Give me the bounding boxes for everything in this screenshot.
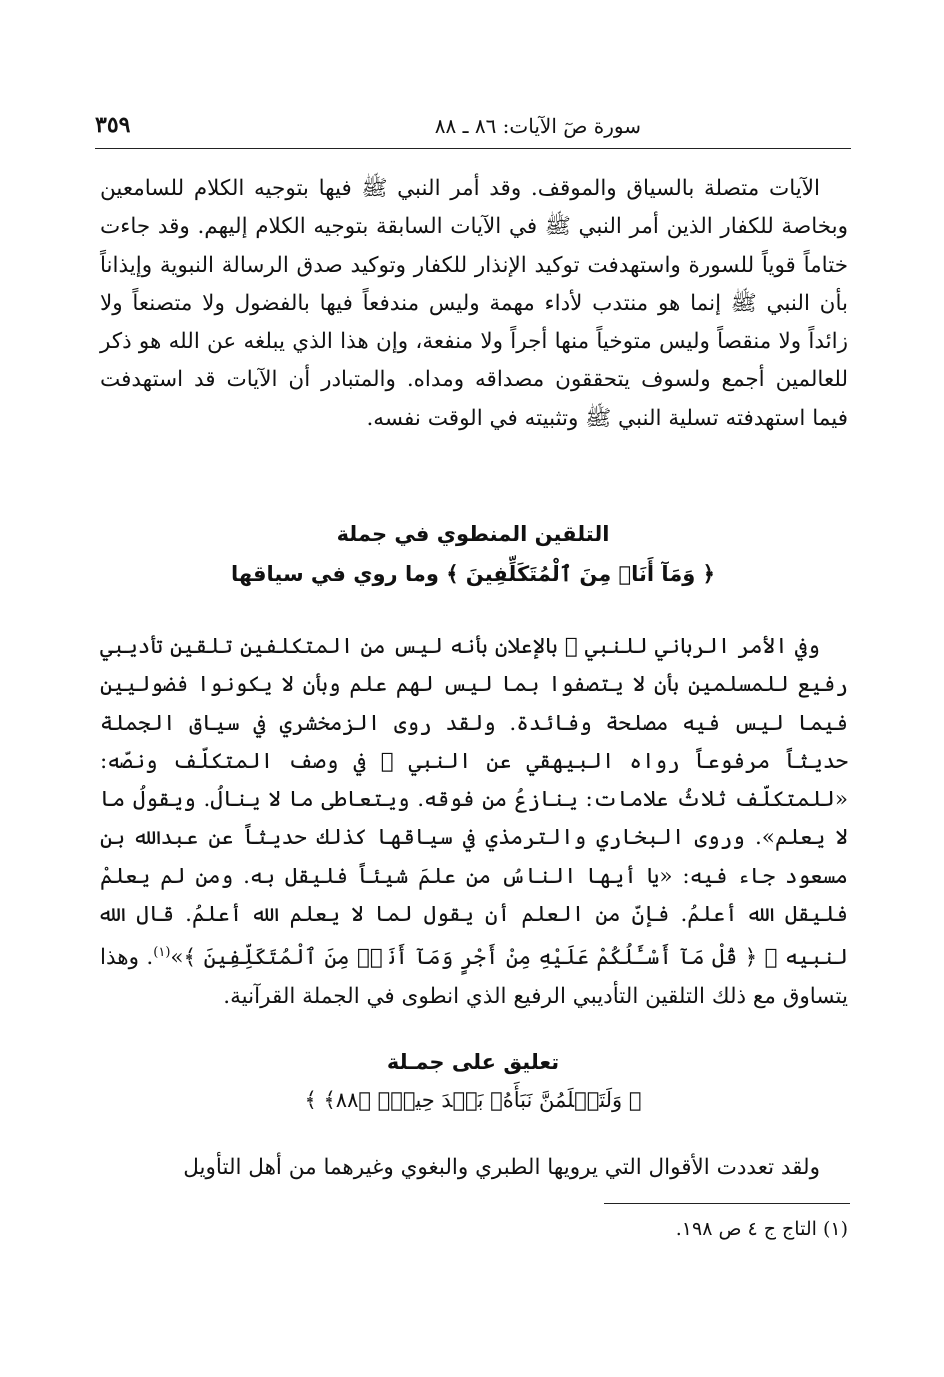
section-heading-2-line-1: تعليق على جمـلة [386, 1050, 560, 1074]
footnote: (١) التاج ج ٤ ص ١٩٨. [675, 1218, 848, 1240]
page-number: ٣٥٩ [95, 112, 131, 138]
paragraph-2-tail: . وهذا يتساوق مع ذلك التلقين التأديبي الرفيع الذي انطوى في الجملة القرآنية. [100, 945, 848, 1009]
paragraph-3: ولقد تعددت الأقوال التي يرويها الطبري والبغوي وغيرهما من أهل التأويل [183, 1155, 820, 1180]
page-header [95, 112, 851, 148]
paragraph-2 [100, 628, 848, 1016]
header-divider [95, 148, 851, 149]
section-heading-1-line-1: التلقين المنطوي في جملة [336, 522, 610, 546]
paragraph-1: الآيات متصلة بالسياق والموقف. وقد أمر النبي ﷺ فيها بتوجيه الكلام للسامعين وبخاصة للكفار الذين أمر النبي ﷺ في الآيات السابقة بتوجيه الكلام إليهم. وقد جاءت ختاماً قوياً للسورة واستهدفت توكيد الإنذار للكفار وتوكيد صدق الرسالة النبوية وإيذاناً بأن النبي ﷺ إنما هو منتدب لأداء مهمة وليس مندفعاً فيها بالفضول ولا متصنعاً ولا زائداً ولا منقصاً وليس متوخياً منها أجراً ولا منفعة، وإن هذا الذي يبلغه عن الله هو ذكر للعالمين أجمع ولسوف يتحققون مصداقه ومداه. والمتبادر أن الآيات قد استهدفت فيما استهدفته تسلية النبي ﷺ وتثبيته في الوقت نفسه. [100, 176, 848, 431]
section-heading-2-line-2: ﴿ وَلَتَعۡلَمُنَّ نَبَأَهُۥ بَعۡدَ حِينِۢ ﴿٨٨﴾ ﴾ [304, 1088, 642, 1112]
running-title: سورة صٓ الآيات: ٨٦ ـ ٨٨ [434, 114, 641, 138]
footnote-reference: (١) [153, 945, 171, 961]
section-heading-1-line-2: ﴿ وَمَآ أَنَا۠ مِنَ ٱلْمُتَكَلِّفِينَ ﴾ وما روي في سياقها [231, 562, 715, 586]
footnote-divider [604, 1203, 850, 1204]
paragraph-2-main: وفي الأمر الرباني للنبي ﷺ بالإعلان بأنه ليس من المتكلفين تلقين تأديبي رفيع للمسلمين بأن لا يتصفوا بما ليس لهم علم وبأن لا يكونوا فضوليين فيما ليس فيه مصلحة وفائدة. ولقد روى الزمخشري في سياق الجملة حديثاً مرفوعاً رواه البيهقي عن النبي ﷺ في وصف المتكلّف ونصّه: «للمتكلّف ثلاثُ علامات: ينازعُ من فوقه. ويتعاطى ما لا ينالُ. ويقولُ ما لا يعلم». وروى البخاري والترمذي في سياقها كذلك حديثاً عن عبدالله بن مسعود جاء فيه: «يا أيها الناسُ من علمَ شيئاً فليقل به. ومن لم يعلمْ فليقل الله أعلمُ. فإنّ من العلم أن يقول لما لا يعلم الله أعلمُ. قال الله لنبيه ﷺ ﴿ قُلْ مَآ أَسْـَٔلُكُمْ عَلَيْهِ مِنْ أَجْرٍ وَمَآ أَنَا۠ مِنَ ٱلْمُتَكَلِّفِينَ ﴾» [100, 634, 848, 971]
